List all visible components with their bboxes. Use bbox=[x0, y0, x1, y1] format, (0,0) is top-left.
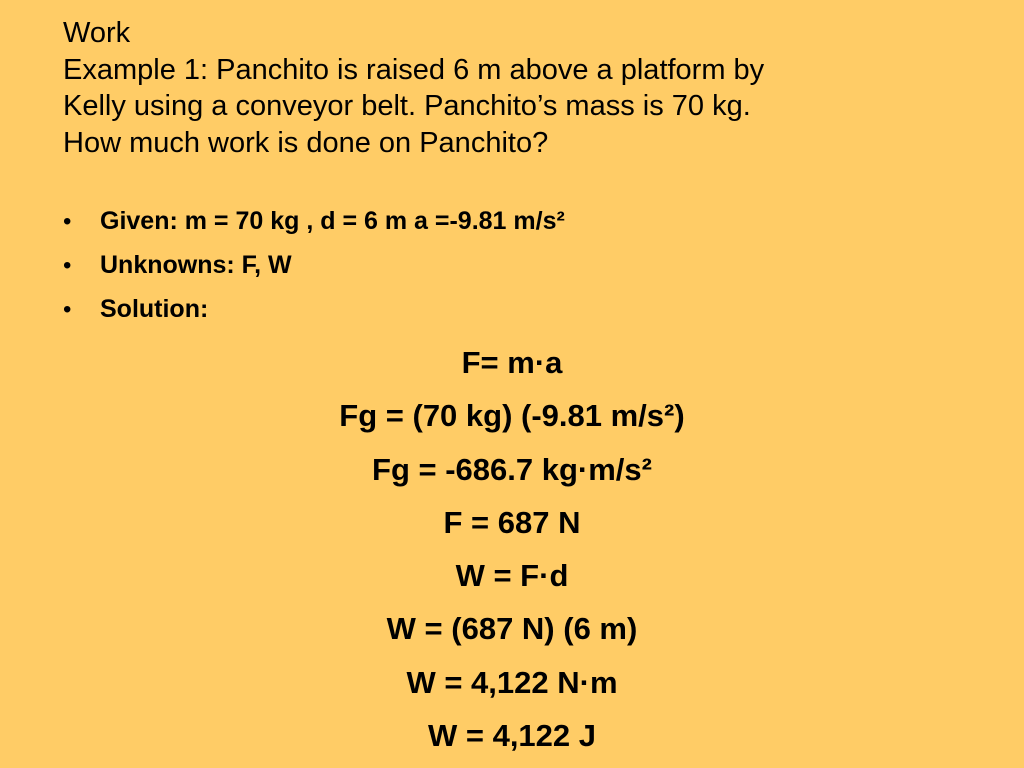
bullet-given-text: Given: m = 70 kg , d = 6 m a =-9.81 m/s² bbox=[100, 207, 565, 235]
bullet-list bbox=[63, 199, 963, 331]
equation-line: F= m·a bbox=[461, 345, 563, 380]
title-heading: Work bbox=[63, 17, 131, 49]
equation-line: Fg = (70 kg) (-9.81 m/s²) bbox=[339, 398, 685, 434]
equation-line: F = 687 N bbox=[443, 504, 581, 540]
equation-list bbox=[0, 336, 1024, 762]
bullet-unknowns bbox=[63, 243, 963, 287]
bullet-solution bbox=[63, 287, 963, 331]
title-problem-line: Kelly using a conveyor belt. Panchito’s mass is 70 kg. bbox=[63, 90, 751, 122]
equation-line: W = 4,122 J bbox=[427, 718, 597, 754]
equation-line: W = 4,122 N·m bbox=[406, 664, 618, 700]
equation-line: Fg = -686.7 kg·m/s² bbox=[372, 451, 652, 487]
bullet-marker: • bbox=[63, 296, 72, 323]
title-problem-line: How much work is done on Panchito? bbox=[63, 126, 549, 159]
bullet-solution-text: Solution: bbox=[100, 295, 209, 323]
equation-line: W = (687 N) (6 m) bbox=[386, 611, 638, 647]
slide-title bbox=[63, 15, 963, 161]
bullet-unknowns-text: Unknowns: F, W bbox=[100, 251, 292, 279]
equation-line: W = F·d bbox=[455, 558, 569, 594]
bullet-given bbox=[63, 199, 963, 243]
bullet-marker: • bbox=[63, 252, 72, 279]
title-problem-line: Example 1: Panchito is raised 6 m above a platform by bbox=[63, 53, 765, 86]
bullet-marker: • bbox=[63, 208, 72, 235]
